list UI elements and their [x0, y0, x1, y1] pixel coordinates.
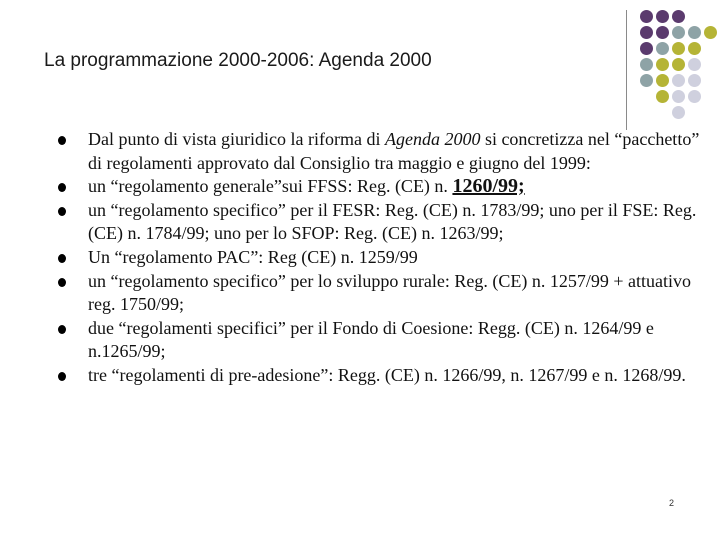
agenda-italic: Agenda 2000	[384, 129, 481, 149]
decorative-dot	[656, 26, 669, 39]
slide-title: La programmazione 2000-2006: Agenda 2000	[44, 50, 432, 71]
decorative-dot	[672, 42, 685, 55]
bullet-text: due “regolamenti specifici” per il Fondo di Coesione: Regg. (CE) n. 1264/99 e n.1265/99;	[88, 317, 654, 362]
decorative-dot	[656, 58, 669, 71]
bullet-item	[58, 128, 708, 175]
decorative-dot	[656, 42, 669, 55]
bullet-icon	[58, 183, 66, 192]
decorative-dot	[640, 74, 653, 87]
bullet-item	[58, 270, 708, 317]
bullet-text: Dal punto di vista giuridico la riforma di Agenda 2000 si concretizza nel “pacchetto” di regolamenti approvato dal Consiglio tra maggio e giugno del 1999:	[88, 129, 700, 173]
decorative-dot	[672, 58, 685, 71]
bullet-text: un “regolamento specifico” per lo sviluppo rurale: Reg. (CE) n. 1257/99 + attuativo reg. 1750/99;	[88, 270, 691, 315]
decorative-dot	[688, 58, 701, 71]
bullet-icon	[58, 136, 66, 145]
decorative-dot	[672, 74, 685, 87]
bullet-text: Un “regolamento PAC”: Reg (CE) n. 1259/99	[88, 246, 418, 267]
bullet-item	[58, 317, 708, 364]
decorative-dot	[688, 74, 701, 87]
decorative-dot	[688, 26, 701, 39]
bullet-item	[58, 246, 708, 270]
decorative-dot	[640, 42, 653, 55]
decorative-dot	[640, 10, 653, 23]
decorative-dot	[656, 90, 669, 103]
bullet-list	[58, 128, 708, 388]
bullet-text: un “regolamento generale”sui FFSS: Reg. (CE) n. 1260/99;	[88, 175, 525, 198]
page-number: 2	[669, 498, 675, 508]
bullet-icon	[58, 278, 66, 287]
decorative-dot	[704, 26, 717, 39]
bullet-text: tre “regolamenti di pre-adesione”: Regg. (CE) n. 1266/99, n. 1267/99 e n. 1268/99.	[88, 364, 686, 385]
decorative-dot	[640, 58, 653, 71]
bullet-icon	[58, 325, 66, 334]
decorative-dot	[672, 26, 685, 39]
decorative-vertical-line	[626, 10, 627, 130]
regulation-highlight: 1260/99;	[452, 175, 525, 198]
decorative-dot	[688, 90, 701, 103]
decorative-dot	[688, 42, 701, 55]
decorative-dot	[656, 74, 669, 87]
decorative-dot	[656, 10, 669, 23]
bullet-icon	[58, 372, 66, 381]
bullet-icon	[58, 254, 66, 263]
bullet-icon	[58, 207, 66, 216]
decorative-dot	[672, 90, 685, 103]
bullet-text: un “regolamento specifico” per il FESR: Reg. (CE) n. 1783/99; uno per il FSE: Reg. (CE) n. 1784/99; uno per lo SFOP: Reg. (CE) n. 1263/99;	[88, 199, 697, 244]
decorative-dot	[672, 10, 685, 23]
bullet-item	[58, 199, 708, 246]
bullet-item	[58, 175, 708, 199]
decorative-dot-grid	[640, 10, 720, 120]
decorative-dot	[672, 106, 685, 119]
decorative-dot	[640, 26, 653, 39]
bullet-item	[58, 364, 708, 388]
